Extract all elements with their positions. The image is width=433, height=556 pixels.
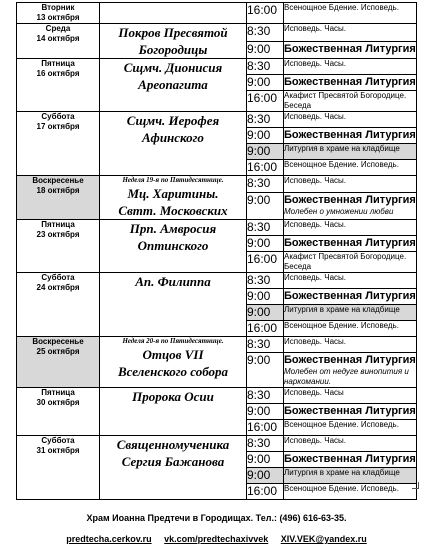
schedule-row: [17, 337, 417, 353]
service-time: 9:00: [247, 41, 284, 59]
date: 18 октября: [36, 186, 80, 195]
day-cell: [17, 3, 100, 24]
service-time: 9:00: [247, 353, 284, 388]
day-cell: [17, 24, 100, 59]
date: 30 октября: [36, 398, 80, 407]
footer-links: [0, 534, 433, 544]
service-time: 16:00: [247, 321, 284, 337]
site-link[interactable]: predtecha.cerkov.ru: [66, 534, 152, 544]
feast-title: Пророка Осии: [132, 389, 214, 404]
weekday: Пятница: [41, 220, 75, 229]
service-time: 9:00: [247, 128, 284, 144]
service-description: Литургия в храме на кладбище: [284, 144, 417, 160]
feast-cell: [100, 59, 247, 112]
service-description: [284, 353, 417, 388]
service-description: Божественная Литургия: [284, 404, 417, 420]
schedule-row: [17, 176, 417, 193]
service-time: 9:00: [247, 75, 284, 91]
service-time: 9:00: [247, 305, 284, 321]
feast-cell: [100, 112, 247, 176]
service-description: Исповедь. Часы.: [284, 220, 417, 236]
day-cell: [17, 388, 100, 436]
day-cell: [17, 59, 100, 112]
service-time: 8:30: [247, 436, 284, 452]
page-corner-mark: [412, 482, 419, 489]
service-time: 16:00: [247, 3, 284, 24]
feast-title: Богородицы: [138, 42, 208, 57]
day-cell: [17, 176, 100, 220]
date: 23 октября: [36, 230, 80, 239]
service-time: 8:30: [247, 337, 284, 353]
schedule-row: [17, 59, 417, 75]
service-description: Исповедь. Часы.: [284, 59, 417, 75]
feast-title: Покров Пресвятой: [118, 25, 228, 40]
schedule-row: [17, 112, 417, 128]
service-description: Божественная Литургия: [284, 236, 417, 252]
service-note: Молебен от недуге винопития и наркомании.: [284, 367, 409, 386]
service-time: 9:00: [247, 144, 284, 160]
service-description: Акафист Пресвятой Богородице. Беседа: [284, 91, 417, 112]
service-description: Исповедь. Часы.: [284, 176, 417, 193]
schedule-row: [17, 220, 417, 236]
feast-title: Оптинского: [137, 238, 209, 253]
day-cell: [17, 337, 100, 388]
date: 16 октября: [36, 69, 80, 78]
date: 31 октября: [36, 446, 80, 455]
date: 13 октября: [36, 13, 80, 22]
schedule-sheet: [16, 2, 417, 500]
service-description: Божественная Литургия: [284, 128, 417, 144]
schedule-row: [17, 24, 417, 42]
service-time: 9:00: [247, 193, 284, 220]
service-time: 8:30: [247, 388, 284, 404]
schedule-row: [17, 388, 417, 404]
footer-church-phone: Храм Иоанна Предтечи в Городищах. Тел.: (496) 616-63-35.: [86, 513, 347, 523]
weekday: Суббота: [41, 273, 75, 282]
service-time: 8:30: [247, 59, 284, 75]
weekday: Пятница: [41, 59, 75, 68]
service-description: Исповедь. Часы.: [284, 24, 417, 42]
date: 25 октября: [36, 347, 80, 356]
date: 14 октября: [36, 34, 80, 43]
email-link[interactable]: XIV.VEK@yandex.ru: [280, 534, 367, 544]
day-cell: [17, 436, 100, 500]
feast-cell: [100, 388, 247, 436]
service-description: Всенощное Бдение. Исповедь.: [284, 484, 417, 500]
service-time: 8:30: [247, 176, 284, 193]
feast-title: Ареопагита: [138, 77, 208, 92]
service-time: 16:00: [247, 252, 284, 273]
feast-title: Священномученика: [116, 437, 230, 452]
sunday-note: Неделя 20-я по Пятидесятнице.: [122, 337, 224, 345]
service-time: 8:30: [247, 24, 284, 42]
service-description: Всенощное Бдение. Исповедь.: [284, 420, 417, 436]
service-time: 16:00: [247, 420, 284, 436]
feast-title: Свтт. Московских: [118, 203, 228, 218]
feast-title: Сщмч. Иерофея: [126, 113, 220, 128]
service-description: Исповедь. Часы.: [284, 112, 417, 128]
service-time: 9:00: [247, 452, 284, 468]
schedule-row: [17, 273, 417, 289]
service-note: Молебен о умножении любви: [284, 207, 394, 217]
feast-cell: [100, 273, 247, 337]
service-description: Исповедь. Часы.: [284, 273, 417, 289]
feast-title: Сщмч. Дионисия: [123, 60, 223, 75]
day-cell: [17, 220, 100, 273]
weekday: Воскресенье: [32, 176, 84, 185]
schedule-table: [16, 2, 417, 500]
feast-title: Вселенского собора: [117, 364, 229, 379]
service-time: 16:00: [247, 160, 284, 176]
service-time: 8:30: [247, 220, 284, 236]
feast-title: Прп. Амвросия: [129, 221, 217, 236]
service-description: Божественная Литургия: [284, 289, 417, 305]
weekday: Суббота: [41, 112, 75, 121]
footer-contacts: [0, 513, 433, 523]
service-time: 16:00: [247, 484, 284, 500]
weekday: Среда: [45, 24, 71, 33]
feast-cell: [100, 24, 247, 59]
service-description: Исповедь. Часы.: [284, 337, 417, 353]
feast-cell: [100, 3, 247, 24]
feast-cell: [100, 436, 247, 500]
feast-cell: [100, 176, 247, 220]
weekday: Суббота: [41, 436, 75, 445]
service-description: Божественная Литургия: [284, 75, 417, 91]
feast-title: Ап. Филиппа: [135, 274, 211, 289]
service-time: 8:30: [247, 273, 284, 289]
day-cell: [17, 112, 100, 176]
weekday: Воскресенье: [32, 337, 84, 346]
feast-title: Мц. Харитины.: [127, 186, 219, 201]
service-description: Божественная Литургия: [284, 41, 417, 59]
service-time: 16:00: [247, 91, 284, 112]
service-description: Божественная Литургия: [284, 452, 417, 468]
service-time: 8:30: [247, 112, 284, 128]
date: 24 октября: [36, 283, 80, 292]
service-description: Всенощное Бдение. Исповедь.: [284, 3, 417, 24]
service-title: Божественная Литургия: [284, 354, 416, 366]
service-title: Божественная Литургия: [284, 194, 416, 207]
service-time: 9:00: [247, 236, 284, 252]
service-time: 9:00: [247, 404, 284, 420]
service-time: 9:00: [247, 468, 284, 484]
feast-cell: [100, 220, 247, 273]
service-description: Всенощное Бдение. Исповедь.: [284, 160, 417, 176]
schedule-row: [17, 436, 417, 452]
service-description: [284, 193, 417, 220]
service-description: Литургия в храме на кладбище: [284, 305, 417, 321]
schedule-row: [17, 3, 417, 24]
service-description: Исповедь. Часы: [284, 388, 417, 404]
weekday: Пятница: [41, 388, 75, 397]
feast-title: Сергия Бажанова: [121, 454, 225, 469]
weekday: Вторник: [41, 3, 75, 12]
feast-title: Отцов VII: [142, 347, 204, 362]
date: 17 октября: [36, 122, 80, 131]
service-description: Литургия в храме на кладбище: [284, 468, 417, 484]
sunday-note: Неделя 19-я по Пятидесятнице.: [122, 176, 224, 184]
service-description: Акафист Пресвятой Богородице. Беседа: [284, 252, 417, 273]
vk-link[interactable]: vk.com/predtechaxivvek: [164, 534, 269, 544]
service-time: 9:00: [247, 289, 284, 305]
feast-cell: [100, 337, 247, 388]
service-description: Всенощное Бдение. Исповедь.: [284, 321, 417, 337]
service-description: Исповедь. Часы.: [284, 436, 417, 452]
feast-title: Афинского: [142, 130, 204, 145]
day-cell: [17, 273, 100, 337]
